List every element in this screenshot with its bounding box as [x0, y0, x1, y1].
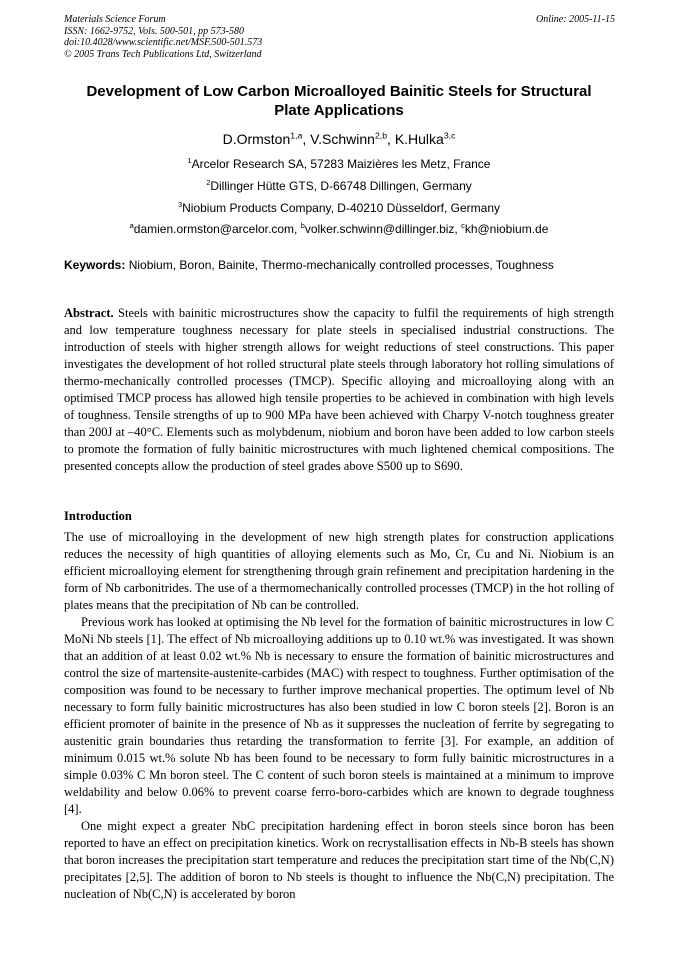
affil-text: Niobium Products Company, D-40210 Düsseldorf, Germany: [182, 201, 501, 215]
affil-mark: 3: [177, 200, 183, 209]
abstract: [64, 305, 614, 475]
email-mark: c: [461, 221, 465, 230]
paragraph: Previous work has looked at optimising the Nb level for the formation of bainitic microstructures in low C MoNi Nb steels [1]. The effect of Nb microalloying additions up to 0.10 wt.% was investigated. It was shown that an addition of at least 0.02 wt.% Nb is necessary to ensure the formation of bainitic microstructures and control the size of martensite-austenite-carbides (MAC) with respect to toughness. Further optimisation of the composition was found to be necessary to further improve mechanical properties. The optimum level of Nb necessary to form fully bainitic microstructures has also been studied in low C boron steels [2]. Boron is an efficient promoter of bainite in the presence of Nb as it suppresses the nucleation of ferrite by segregating to austenitic grain boundaries thus retarding the transformation to ferrite [3]. For example, an addition of minimum 0.015 wt.% solute Nb has been found to be necessary to form fully bainitic microstructures in a simple 0.03% C Mn boron steel. The C content of such boron steels is maintained at a minimum to improve weldability and below 0.06% to prevent coarse ferro-boro-carbides which are known to degrade toughness [4].: [64, 615, 614, 816]
email-mark: a: [129, 221, 134, 230]
email-link[interactable]: volker.schwinn@dillinger.biz: [304, 222, 455, 236]
title-line-2: Plate Applications: [274, 102, 404, 119]
affil-mark: 2: [206, 178, 211, 187]
affil-text: Arcelor Research SA, 57283 Maizières les Metz, France: [191, 157, 491, 171]
author-name: V.Schwinn: [310, 131, 375, 147]
email-link[interactable]: kh@niobium.de: [464, 222, 549, 236]
abstract-text: Steels with bainitic microstructures show the capacity to fulfil the requirements of high strength and low temperature toughness necessary for plate steels in specialised industrial constructions. The introduction of steels with higher strength allows for weight reductions of steel constructions. This paper investigates the development of hot rolled structural plate steels through laboratory hot rolling simulations of thermo-mechanically controlled processes (TMCP). Specific alloying and microalloying along with an optimised TMCP process has allowed high tensile properties to be achieved in combination with high levels of toughness. Tensile strengths of up to 900 MPa have been achieved with Charpy V-notch toughness greater than 200J at –40°C. Elements such as molybdenum, niobium and boron have been added to low carbon steels to promote the formation of fully bainitic microstructures with much lightened chemical compositions. The presented concepts allow the production of steel grades above S500 up to S690.: [64, 306, 614, 473]
doi-line: doi:10.4028/www.scientific.net/MSF.500-501.573: [64, 37, 263, 48]
author-name: D.Ormston: [222, 131, 291, 147]
paragraph: The use of microalloying in the development of new high strength plates for construction applications reduces the necessity of high quantities of alloying elements such as Mo, Cr, Cu and Ni. Niobium is an efficient microalloying element for strengthening through grain refinement and precipitation hardening in the form of Nb carbonitrides. The use of a thermomechanically controlled processes (TMCP) in the hot rolling of plates means that the precipitation of Nb can be controlled.: [64, 530, 614, 612]
author-affil-mark: 3,c: [443, 130, 456, 141]
issn-line: ISSN: 1662-9752, Vols. 500-501, pp 573-580: [64, 25, 244, 37]
title-line-1: Development of Low Carbon Microalloyed Bainitic Steels for Structural: [86, 83, 592, 100]
email-list: $^a$damien.ormston@arcelor.com, $^b$volker.schwinn@dillinger.biz, $^c$kh@niobium.de: [129, 221, 549, 236]
email-mark: b: [300, 221, 305, 230]
abstract-label: Abstract.: [64, 306, 114, 320]
keywords: [64, 258, 624, 273]
journal-name: Materials Science Forum: [64, 14, 166, 25]
affiliation: [0, 157, 678, 172]
author-list: D.Ormston$^{1,a}$, V.Schwinn$^{2,b}$, K.Hulka$^{3,c}$: [222, 130, 456, 147]
affiliation: [0, 179, 678, 194]
affil-mark: 1: [187, 156, 192, 165]
keywords-text: Niobium, Boron, Bainite, Thermo-mechanically controlled processes, Toughness: [128, 258, 554, 272]
introduction-heading: Introduction: [64, 509, 132, 523]
online-date: Online: 2005-11-15: [536, 14, 615, 25]
author-affil-mark: 2,b: [374, 130, 388, 141]
journal-header: [64, 14, 262, 60]
affiliation: [0, 201, 678, 216]
author-affil-mark: 1,a: [290, 130, 303, 141]
author-name: K.Hulka: [394, 131, 444, 147]
affil-text: Dillinger Hütte GTS, D-66748 Dillingen, Germany: [210, 179, 472, 193]
copyright-line: © 2005 Trans Tech Publications Ltd, Switzerland: [64, 48, 262, 60]
introduction-body: [64, 529, 614, 903]
email-link[interactable]: damien.ormston@arcelor.com: [133, 222, 295, 236]
paragraph: One might expect a greater NbC precipitation hardening effect in boron steels since boron has been reported to have an effect on precipitation kinetics. Work on recrystallisation effects in Nb-B steels has shown that boron increases the precipitation start temperature and reduces the precipitation start time of the Nb(C,N) precipitates [2,5]. The addition of boron to Nb steels is thought to influence the Nb(C,N) precipitation. The nucleation of Nb(C,N) is accelerated by boron: [64, 819, 614, 901]
keywords-label: Keywords:: [64, 258, 126, 272]
paper-title: [50, 82, 628, 120]
